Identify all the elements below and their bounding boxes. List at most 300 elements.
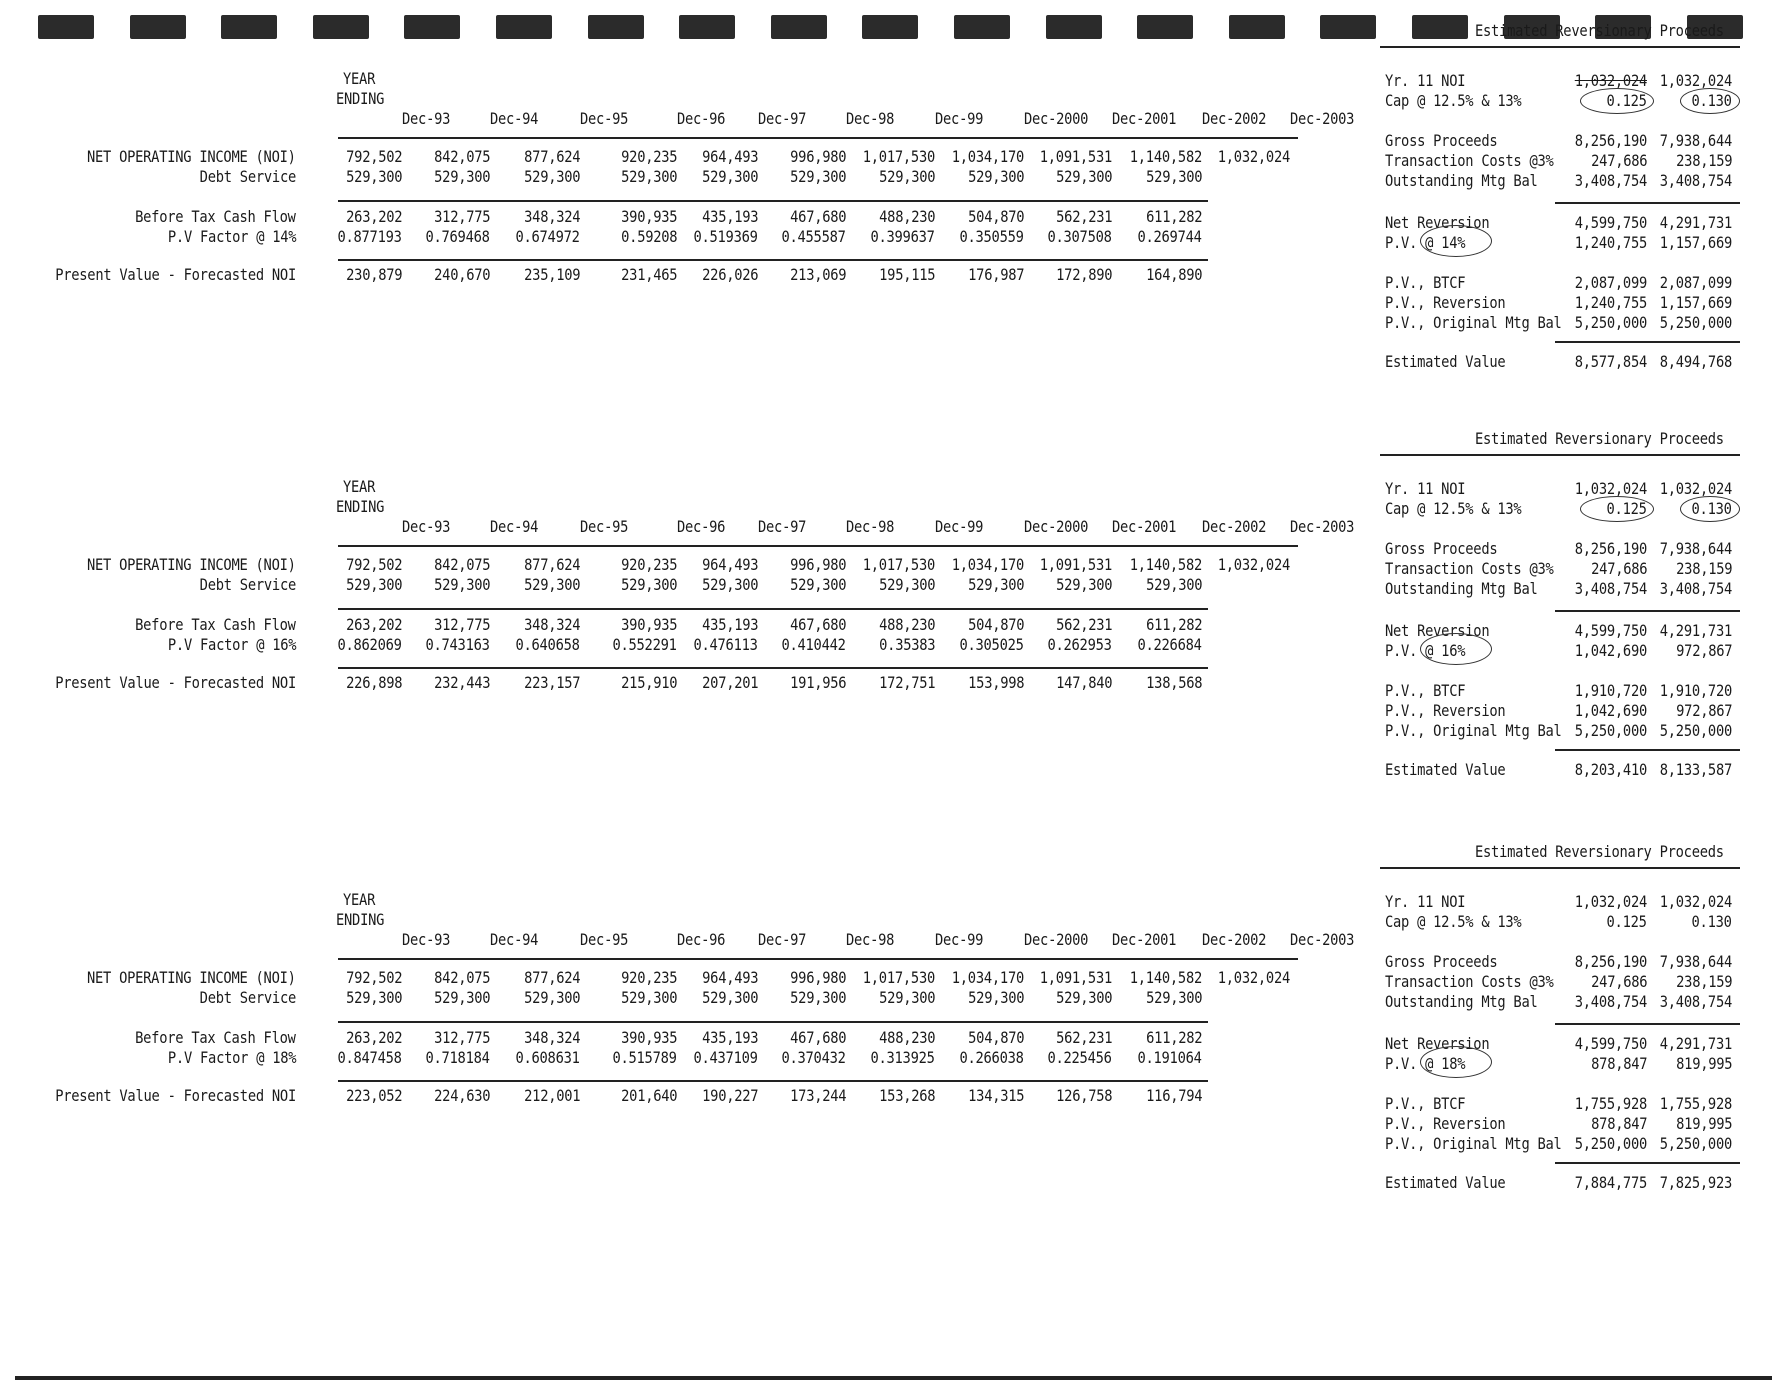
btcf-value: 435,193 xyxy=(701,1028,758,1047)
rev-net-rule xyxy=(1555,202,1740,204)
pv-factor-value: 0.519369 xyxy=(693,227,758,246)
rev-gross-value: 8,256,190 xyxy=(1574,131,1647,150)
pv-factor-value: 0.476113 xyxy=(693,635,758,654)
rev-noi-value: 1,032,024 xyxy=(1659,71,1732,90)
btcf-value: 263,202 xyxy=(345,1028,402,1047)
reversion-title-rule xyxy=(1380,46,1740,48)
rev-cap-value: 0.125 xyxy=(1606,912,1647,931)
noi-value: 1,032,024 xyxy=(1217,968,1290,987)
rev-pv-reversion-value: 1,240,755 xyxy=(1574,293,1647,312)
rev-label-pv-reversion: P.V., Reversion xyxy=(1385,1114,1506,1133)
pv-noi-value: 231,465 xyxy=(620,265,677,284)
column-header: Dec-96 xyxy=(677,517,726,536)
row-label-pv-factor: P.V Factor @ 16% xyxy=(167,635,296,654)
year-label: YEAR xyxy=(343,477,376,496)
btcf-value: 348,324 xyxy=(523,615,580,634)
handwritten-circle xyxy=(1680,496,1740,522)
rev-gross-value: 7,938,644 xyxy=(1659,539,1732,558)
rev-pv-mtg-value: 5,250,000 xyxy=(1659,721,1732,740)
debt-service-value: 529,300 xyxy=(789,167,846,186)
reversion-title-rule xyxy=(1380,867,1740,869)
rev-mtg-value: 3,408,754 xyxy=(1574,992,1647,1011)
rev-gross-value: 7,938,644 xyxy=(1659,131,1732,150)
rev-pv-mtg-value: 5,250,000 xyxy=(1574,1134,1647,1153)
column-header: Dec-2002 xyxy=(1202,930,1267,949)
btcf-value: 467,680 xyxy=(789,207,846,226)
rev-pv-value: 1,157,669 xyxy=(1659,233,1732,252)
noi-value: 920,235 xyxy=(620,968,677,987)
rev-label-pv: P.V. @ 14% xyxy=(1385,233,1466,252)
feed-hole xyxy=(679,15,735,39)
btcf-value: 504,870 xyxy=(967,1028,1024,1047)
pv-factor-value: 0.437109 xyxy=(693,1048,758,1067)
pv-noi-value: 153,268 xyxy=(878,1086,935,1105)
rev-pv-value: 1,042,690 xyxy=(1574,641,1647,660)
column-header: Dec-93 xyxy=(402,517,451,536)
debt-service-value: 529,300 xyxy=(1145,167,1202,186)
column-header: Dec-2003 xyxy=(1290,930,1355,949)
debt-service-value: 529,300 xyxy=(433,167,490,186)
rev-cap-value: 0.130 xyxy=(1691,499,1732,518)
rev-gross-value: 8,256,190 xyxy=(1574,952,1647,971)
debt-service-value: 529,300 xyxy=(1055,988,1112,1007)
handwritten-circle xyxy=(1580,88,1654,114)
pv-noi-value: 172,751 xyxy=(878,673,935,692)
pv-factor-value: 0.225456 xyxy=(1047,1048,1112,1067)
btcf-value: 488,230 xyxy=(878,207,935,226)
column-header: Dec-2001 xyxy=(1112,109,1177,128)
rev-trans-value: 247,686 xyxy=(1590,559,1647,578)
pv-factor-value: 0.307508 xyxy=(1047,227,1112,246)
column-header: Dec-95 xyxy=(580,517,629,536)
rev-mtg-value: 3,408,754 xyxy=(1574,579,1647,598)
noi-value: 1,140,582 xyxy=(1129,147,1202,166)
row-label-pv-noi: Present Value - Forecasted NOI xyxy=(55,265,296,284)
pv-noi-value: 190,227 xyxy=(701,1086,758,1105)
btcf-value: 312,775 xyxy=(433,1028,490,1047)
feed-hole xyxy=(404,15,460,39)
noi-value: 1,034,170 xyxy=(951,147,1024,166)
rev-noi-value: 1,032,024 xyxy=(1659,479,1732,498)
feed-hole xyxy=(130,15,186,39)
rev-label-estimated-value: Estimated Value xyxy=(1385,760,1506,779)
column-header: Dec-2002 xyxy=(1202,517,1267,536)
rev-gross-value: 7,938,644 xyxy=(1659,952,1732,971)
header-rule xyxy=(338,958,1298,960)
feed-hole xyxy=(313,15,369,39)
debt-service-value: 529,300 xyxy=(789,988,846,1007)
rev-pv-mtg-value: 5,250,000 xyxy=(1659,313,1732,332)
column-header: Dec-96 xyxy=(677,930,726,949)
rev-estimated-value: 8,577,854 xyxy=(1574,352,1647,371)
column-header: Dec-94 xyxy=(490,930,539,949)
pv-noi-value: 224,630 xyxy=(433,1086,490,1105)
noi-value: 964,493 xyxy=(701,968,758,987)
ending-label: ENDING xyxy=(336,89,385,108)
rev-label-pv-btcf: P.V., BTCF xyxy=(1385,1094,1466,1113)
pv-factor-value: 0.515789 xyxy=(612,1048,677,1067)
column-header: Dec-2000 xyxy=(1024,517,1089,536)
debt-service-value: 529,300 xyxy=(1055,575,1112,594)
rev-pv-reversion-value: 819,995 xyxy=(1675,1114,1732,1133)
debt-service-value: 529,300 xyxy=(967,575,1024,594)
rev-label-mtg: Outstanding Mtg Bal xyxy=(1385,171,1538,190)
debt-service-value: 529,300 xyxy=(523,988,580,1007)
row-label-noi: NET OPERATING INCOME (NOI) xyxy=(87,147,296,166)
rev-pv-value: 819,995 xyxy=(1675,1054,1732,1073)
pv-noi-value: 153,998 xyxy=(967,673,1024,692)
rev-trans-value: 238,159 xyxy=(1675,972,1732,991)
column-header: Dec-99 xyxy=(935,517,984,536)
pv-noi-value: 207,201 xyxy=(701,673,758,692)
column-header: Dec-98 xyxy=(846,517,895,536)
pv-noi-value: 235,109 xyxy=(523,265,580,284)
rev-label-estimated-value: Estimated Value xyxy=(1385,352,1506,371)
rev-pv-value: 878,847 xyxy=(1590,1054,1647,1073)
btcf-value: 467,680 xyxy=(789,615,846,634)
btcf-value: 562,231 xyxy=(1055,615,1112,634)
rev-label-cap: Cap @ 12.5% & 13% xyxy=(1385,912,1522,931)
btcf-value: 488,230 xyxy=(878,1028,935,1047)
noi-value: 996,980 xyxy=(789,968,846,987)
rev-trans-value: 247,686 xyxy=(1590,151,1647,170)
debt-service-value: 529,300 xyxy=(1145,988,1202,1007)
noi-value: 1,017,530 xyxy=(862,555,935,574)
rev-net-rule xyxy=(1555,610,1740,612)
rev-pv-reversion-value: 878,847 xyxy=(1590,1114,1647,1133)
column-header: Dec-2000 xyxy=(1024,109,1089,128)
rev-label-noi: Yr. 11 NOI xyxy=(1385,71,1466,90)
rev-label-trans: Transaction Costs @3% xyxy=(1385,559,1554,578)
debt-service-value: 529,300 xyxy=(701,167,758,186)
pv-factor-value: 0.743163 xyxy=(425,635,490,654)
noi-value: 877,624 xyxy=(523,968,580,987)
pv-factor-value: 0.608631 xyxy=(515,1048,580,1067)
rev-label-pv: P.V. @ 18% xyxy=(1385,1054,1466,1073)
reversion-title: Estimated Reversionary Proceeds xyxy=(1475,21,1724,40)
feed-hole xyxy=(954,15,1010,39)
pv-factor-value: 0.269744 xyxy=(1137,227,1202,246)
debt-service-value: 529,300 xyxy=(1145,575,1202,594)
row-label-noi: NET OPERATING INCOME (NOI) xyxy=(87,968,296,987)
debt-service-value: 529,300 xyxy=(701,575,758,594)
btcf-value: 312,775 xyxy=(433,615,490,634)
rev-net-value: 4,291,731 xyxy=(1659,621,1732,640)
btcf-value: 504,870 xyxy=(967,615,1024,634)
year-label: YEAR xyxy=(343,69,376,88)
row-label-debt-service: Debt Service xyxy=(199,988,296,1007)
debt-service-value: 529,300 xyxy=(967,988,1024,1007)
handwritten-circle xyxy=(1420,1046,1492,1078)
rev-label-trans: Transaction Costs @3% xyxy=(1385,151,1554,170)
btcf-value: 348,324 xyxy=(523,207,580,226)
rev-trans-value: 238,159 xyxy=(1675,151,1732,170)
rev-label-pv-mtg: P.V., Original Mtg Bal xyxy=(1385,721,1562,740)
pv-factor-value: 0.718184 xyxy=(425,1048,490,1067)
feed-hole xyxy=(588,15,644,39)
noi-value: 920,235 xyxy=(620,555,677,574)
noi-value: 1,034,170 xyxy=(951,555,1024,574)
btcf-value: 467,680 xyxy=(789,1028,846,1047)
feed-hole xyxy=(1137,15,1193,39)
noi-value: 1,017,530 xyxy=(862,968,935,987)
rev-net-value: 4,599,750 xyxy=(1574,1034,1647,1053)
year-label: YEAR xyxy=(343,890,376,909)
pv-noi-value: 126,758 xyxy=(1055,1086,1112,1105)
btcf-value: 312,775 xyxy=(433,207,490,226)
pv-factor-value: 0.226684 xyxy=(1137,635,1202,654)
header-rule xyxy=(338,545,1298,547)
feed-hole xyxy=(221,15,277,39)
rev-noi-value: 1,032,024 xyxy=(1574,71,1647,90)
column-header: Dec-98 xyxy=(846,109,895,128)
column-header: Dec-99 xyxy=(935,109,984,128)
debt-service-value: 529,300 xyxy=(433,575,490,594)
btcf-value: 611,282 xyxy=(1145,207,1202,226)
pv-factor-value: 0.35383 xyxy=(878,635,935,654)
column-header: Dec-95 xyxy=(580,930,629,949)
rev-pv-btcf-value: 1,755,928 xyxy=(1574,1094,1647,1113)
btcf-value: 504,870 xyxy=(967,207,1024,226)
rev-mtg-value: 3,408,754 xyxy=(1659,579,1732,598)
pv-noi-value: 226,898 xyxy=(345,673,402,692)
pv-factor-value: 0.370432 xyxy=(781,1048,846,1067)
rev-label-pv-btcf: P.V., BTCF xyxy=(1385,273,1466,292)
noi-value: 1,017,530 xyxy=(862,147,935,166)
rev-label-noi: Yr. 11 NOI xyxy=(1385,479,1466,498)
rev-pv-value: 972,867 xyxy=(1675,641,1732,660)
btcf-value: 488,230 xyxy=(878,615,935,634)
noi-value: 996,980 xyxy=(789,147,846,166)
noi-value: 842,075 xyxy=(433,555,490,574)
pv-noi-value: 147,840 xyxy=(1055,673,1112,692)
rev-label-net: Net Reversion xyxy=(1385,213,1490,232)
pv-factor-value: 0.674972 xyxy=(515,227,580,246)
pv-factor-value: 0.191064 xyxy=(1137,1048,1202,1067)
pv-factor-value: 0.313925 xyxy=(870,1048,935,1067)
pv-factor-value: 0.877193 xyxy=(337,227,402,246)
pv-factor-value: 0.862069 xyxy=(337,635,402,654)
rev-pv-reversion-value: 972,867 xyxy=(1675,701,1732,720)
row-label-btcf: Before Tax Cash Flow xyxy=(135,207,296,226)
rev-estimated-value: 8,494,768 xyxy=(1659,352,1732,371)
pv-noi-value: 226,026 xyxy=(701,265,758,284)
pv-noi-value: 191,956 xyxy=(789,673,846,692)
rev-pv-value: 1,240,755 xyxy=(1574,233,1647,252)
debt-service-value: 529,300 xyxy=(620,575,677,594)
rev-label-cap: Cap @ 12.5% & 13% xyxy=(1385,499,1522,518)
noi-value: 1,034,170 xyxy=(951,968,1024,987)
pv-factor-value: 0.552291 xyxy=(612,635,677,654)
rev-label-noi: Yr. 11 NOI xyxy=(1385,892,1466,911)
row-label-pv-noi: Present Value - Forecasted NOI xyxy=(55,673,296,692)
ending-label: ENDING xyxy=(336,497,385,516)
feed-hole xyxy=(771,15,827,39)
btcf-value: 562,231 xyxy=(1055,207,1112,226)
rev-label-net: Net Reversion xyxy=(1385,621,1490,640)
rev-label-mtg: Outstanding Mtg Bal xyxy=(1385,992,1538,1011)
noi-value: 1,091,531 xyxy=(1039,555,1112,574)
rev-label-gross: Gross Proceeds xyxy=(1385,539,1498,558)
pv-noi-value: 240,670 xyxy=(433,265,490,284)
noi-value: 1,032,024 xyxy=(1217,147,1290,166)
noi-value: 792,502 xyxy=(345,968,402,987)
pv-noi-value: 230,879 xyxy=(345,265,402,284)
noi-value: 1,140,582 xyxy=(1129,968,1202,987)
noi-value: 964,493 xyxy=(701,147,758,166)
header-rule xyxy=(338,137,1298,139)
pv-noi-value: 201,640 xyxy=(620,1086,677,1105)
rev-cap-value: 0.125 xyxy=(1606,91,1647,110)
btcf-value: 390,935 xyxy=(620,615,677,634)
pv-factor-value: 0.59208 xyxy=(620,227,677,246)
feed-hole xyxy=(1046,15,1102,39)
rev-pv-btcf-value: 1,910,720 xyxy=(1659,681,1732,700)
rev-pv-reversion-value: 1,042,690 xyxy=(1574,701,1647,720)
reversion-title: Estimated Reversionary Proceeds xyxy=(1475,842,1724,861)
rev-cap-value: 0.130 xyxy=(1691,912,1732,931)
pv-rule xyxy=(338,1080,1208,1082)
noi-value: 877,624 xyxy=(523,147,580,166)
rev-net-value: 4,599,750 xyxy=(1574,213,1647,232)
rev-estimated-value: 7,825,923 xyxy=(1659,1173,1732,1192)
column-header: Dec-93 xyxy=(402,109,451,128)
column-header: Dec-2002 xyxy=(1202,109,1267,128)
column-header: Dec-98 xyxy=(846,930,895,949)
rev-noi-value: 1,032,024 xyxy=(1659,892,1732,911)
debt-service-value: 529,300 xyxy=(523,575,580,594)
pv-noi-value: 212,001 xyxy=(523,1086,580,1105)
debt-service-value: 529,300 xyxy=(789,575,846,594)
handwritten-circle xyxy=(1420,633,1492,665)
rev-label-gross: Gross Proceeds xyxy=(1385,131,1498,150)
pv-noi-value: 215,910 xyxy=(620,673,677,692)
rev-label-estimated-value: Estimated Value xyxy=(1385,1173,1506,1192)
pv-factor-value: 0.847458 xyxy=(337,1048,402,1067)
debt-service-value: 529,300 xyxy=(878,575,935,594)
ending-label: ENDING xyxy=(336,910,385,929)
rev-label-pv: P.V. @ 16% xyxy=(1385,641,1466,660)
pv-noi-value: 173,244 xyxy=(789,1086,846,1105)
rev-mtg-value: 3,408,754 xyxy=(1659,992,1732,1011)
noi-value: 1,032,024 xyxy=(1217,555,1290,574)
btcf-value: 435,193 xyxy=(701,615,758,634)
row-label-btcf: Before Tax Cash Flow xyxy=(135,1028,296,1047)
debt-service-value: 529,300 xyxy=(523,167,580,186)
rev-gross-value: 8,256,190 xyxy=(1574,539,1647,558)
column-header: Dec-97 xyxy=(758,109,807,128)
pv-noi-value: 223,052 xyxy=(345,1086,402,1105)
rev-label-pv-mtg: P.V., Original Mtg Bal xyxy=(1385,1134,1562,1153)
column-header: Dec-97 xyxy=(758,930,807,949)
rev-estimated-value: 8,203,410 xyxy=(1574,760,1647,779)
row-label-debt-service: Debt Service xyxy=(199,167,296,186)
debt-service-value: 529,300 xyxy=(878,167,935,186)
pv-noi-value: 195,115 xyxy=(878,265,935,284)
pv-factor-value: 0.305025 xyxy=(959,635,1024,654)
pv-noi-value: 232,443 xyxy=(433,673,490,692)
pv-noi-value: 116,794 xyxy=(1145,1086,1202,1105)
noi-value: 1,091,531 xyxy=(1039,147,1112,166)
noi-value: 877,624 xyxy=(523,555,580,574)
debt-service-value: 529,300 xyxy=(620,988,677,1007)
feed-hole xyxy=(862,15,918,39)
btcf-rule xyxy=(338,608,1208,610)
btcf-value: 611,282 xyxy=(1145,615,1202,634)
pv-factor-value: 0.350559 xyxy=(959,227,1024,246)
rev-mtg-value: 3,408,754 xyxy=(1659,171,1732,190)
column-header: Dec-94 xyxy=(490,109,539,128)
noi-value: 920,235 xyxy=(620,147,677,166)
pv-noi-value: 134,315 xyxy=(967,1086,1024,1105)
column-header: Dec-95 xyxy=(580,109,629,128)
row-label-debt-service: Debt Service xyxy=(199,575,296,594)
btcf-value: 390,935 xyxy=(620,1028,677,1047)
handwritten-circle xyxy=(1680,88,1740,114)
rev-cap-value: 0.130 xyxy=(1691,91,1732,110)
rev-noi-value: 1,032,024 xyxy=(1574,479,1647,498)
pv-factor-value: 0.399637 xyxy=(870,227,935,246)
reversion-title-rule xyxy=(1380,454,1740,456)
pv-factor-value: 0.640658 xyxy=(515,635,580,654)
btcf-value: 348,324 xyxy=(523,1028,580,1047)
noi-value: 792,502 xyxy=(345,555,402,574)
row-label-pv-factor: P.V Factor @ 14% xyxy=(167,227,296,246)
debt-service-value: 529,300 xyxy=(620,167,677,186)
pv-noi-value: 213,069 xyxy=(789,265,846,284)
pv-factor-value: 0.455587 xyxy=(781,227,846,246)
btcf-value: 562,231 xyxy=(1055,1028,1112,1047)
column-header: Dec-99 xyxy=(935,930,984,949)
column-header: Dec-94 xyxy=(490,517,539,536)
debt-service-value: 529,300 xyxy=(1055,167,1112,186)
debt-service-value: 529,300 xyxy=(878,988,935,1007)
rev-mtg-value: 3,408,754 xyxy=(1574,171,1647,190)
rev-total-rule xyxy=(1555,1162,1740,1164)
debt-service-value: 529,300 xyxy=(433,988,490,1007)
pv-factor-value: 0.769468 xyxy=(425,227,490,246)
column-header: Dec-2003 xyxy=(1290,517,1355,536)
noi-value: 1,091,531 xyxy=(1039,968,1112,987)
noi-value: 996,980 xyxy=(789,555,846,574)
rev-pv-reversion-value: 1,157,669 xyxy=(1659,293,1732,312)
pv-factor-value: 0.266038 xyxy=(959,1048,1024,1067)
debt-service-value: 529,300 xyxy=(967,167,1024,186)
column-header: Dec-93 xyxy=(402,930,451,949)
column-header: Dec-2000 xyxy=(1024,930,1089,949)
rev-total-rule xyxy=(1555,749,1740,751)
pv-factor-value: 0.410442 xyxy=(781,635,846,654)
pv-factor-value: 0.262953 xyxy=(1047,635,1112,654)
pv-noi-value: 223,157 xyxy=(523,673,580,692)
noi-value: 842,075 xyxy=(433,968,490,987)
bottom-rule xyxy=(15,1376,1772,1380)
rev-label-pv-mtg: P.V., Original Mtg Bal xyxy=(1385,313,1562,332)
btcf-value: 611,282 xyxy=(1145,1028,1202,1047)
rev-pv-btcf-value: 2,087,099 xyxy=(1659,273,1732,292)
btcf-value: 390,935 xyxy=(620,207,677,226)
pv-rule xyxy=(338,667,1208,669)
rev-trans-value: 247,686 xyxy=(1590,972,1647,991)
rev-label-pv-reversion: P.V., Reversion xyxy=(1385,293,1506,312)
rev-cap-value: 0.125 xyxy=(1606,499,1647,518)
row-label-btcf: Before Tax Cash Flow xyxy=(135,615,296,634)
noi-value: 1,140,582 xyxy=(1129,555,1202,574)
rev-pv-btcf-value: 1,755,928 xyxy=(1659,1094,1732,1113)
rev-estimated-value: 7,884,775 xyxy=(1574,1173,1647,1192)
pv-noi-value: 164,890 xyxy=(1145,265,1202,284)
pv-noi-value: 138,568 xyxy=(1145,673,1202,692)
